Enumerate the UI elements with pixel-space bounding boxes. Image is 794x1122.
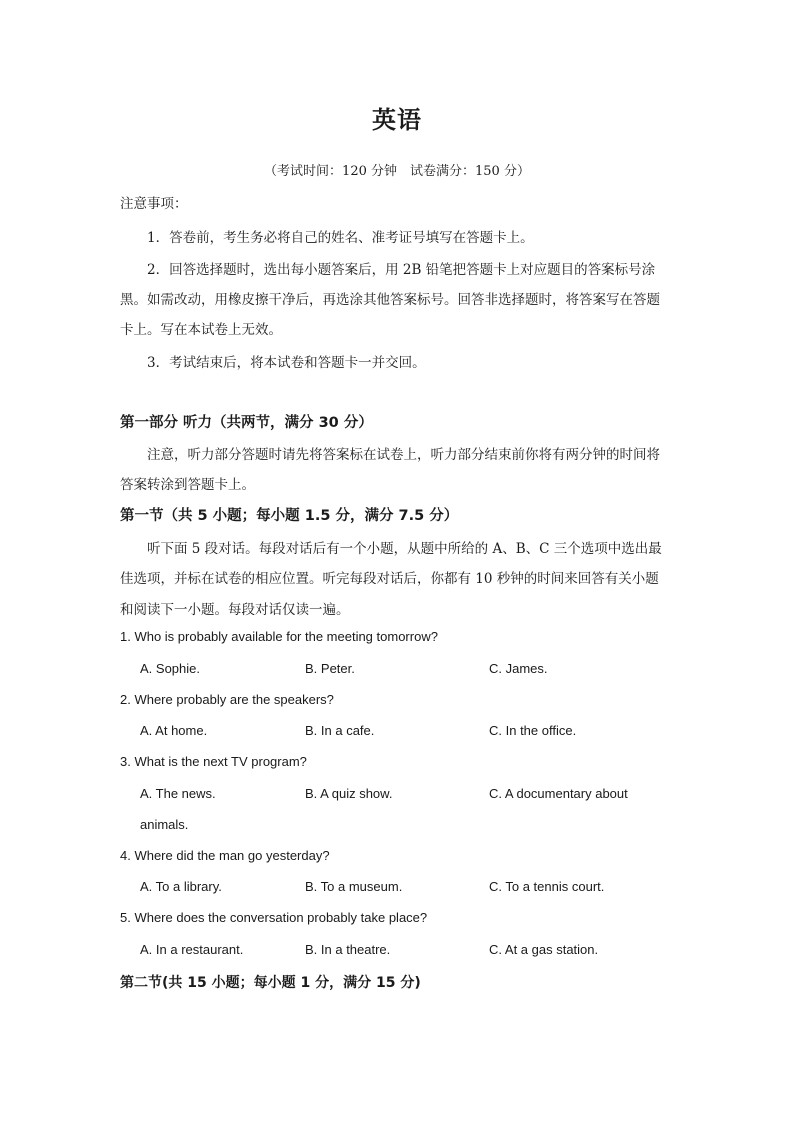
question-text: 5. Where does the conversation probably take place? [120,910,428,925]
section-1-intro-line-3: 和阅读下一小题。每段对话仅读一遍。 [120,602,350,618]
option-c: C. A documentary about [489,786,628,801]
part-1-intro-line-2: 答案转涂到答题卡上。 [120,477,255,493]
option-a: A. In a restaurant. [140,942,244,957]
question-text: 1. Who is probably available for the meeting tomorrow? [120,629,438,644]
option-c: C. At a gas station. [489,942,599,957]
question-text: 3. What is the next TV program? [120,754,307,769]
option-a: A. To a library. [140,879,222,894]
option-c-continued: animals. [140,817,189,832]
question-text: 4. Where did the man go yesterday? [120,848,330,863]
section-2-heading: 第二节(共 15 小题；每小题 1 分，满分 15 分) [120,975,421,991]
option-a: A. The news. [140,786,216,801]
option-a: A. Sophie. [140,661,200,676]
section-1-intro-line-2: 佳选项，并标在试卷的相应位置。听完每段对话后，你都有 10 秒钟的时间来回答有关小题 [120,571,659,587]
section-1-intro-line-1: 听下面 5 段对话。每段对话后有一个小题，从题中所给的 A、B、C 三个选项中选出最 [147,541,662,557]
option-b: B. In a theatre. [305,942,391,957]
note-item-3: 3．考试结束后，将本试卷和答题卡一并交回。 [147,355,426,371]
section-1-heading: 第一节（共 5 小题；每小题 1.5 分，满分 7.5 分） [120,508,459,524]
option-c: C. James. [489,661,548,676]
page-title: 英语 [372,106,422,134]
part-1-heading: 第一部分 听力（共两节，满分 30 分） [120,415,373,431]
option-a: A. At home. [140,723,208,738]
option-c: C. In the office. [489,723,577,738]
exam-duration-score: （考试时间：120 分钟 试卷满分：150 分） [264,164,530,179]
option-b: B. In a cafe. [305,723,375,738]
option-b: B. A quiz show. [305,786,393,801]
note-item-2-line-3: 卡上。写在本试卷上无效。 [120,322,282,338]
note-item-2-line-1: 2．回答选择题时，选出每小题答案后，用 2B 铅笔把答题卡上对应题目的答案标号涂 [147,262,656,278]
question-text: 2. Where probably are the speakers? [120,692,334,707]
option-b: B. To a museum. [305,879,403,894]
note-item-2-line-2: 黑。如需改动，用橡皮擦干净后，再选涂其他答案标号。回答非选择题时，将答案写在答题 [120,292,660,308]
notes-heading: 注意事项： [120,196,188,212]
note-item-1: 1．答卷前，考生务必将自己的姓名、准考证号填写在答题卡上。 [147,230,534,246]
part-1-intro-line-1: 注意，听力部分答题时请先将答案标在试卷上，听力部分结束前你将有两分钟的时间将 [147,447,660,463]
option-b: B. Peter. [305,661,355,676]
option-c: C. To a tennis court. [489,879,605,894]
